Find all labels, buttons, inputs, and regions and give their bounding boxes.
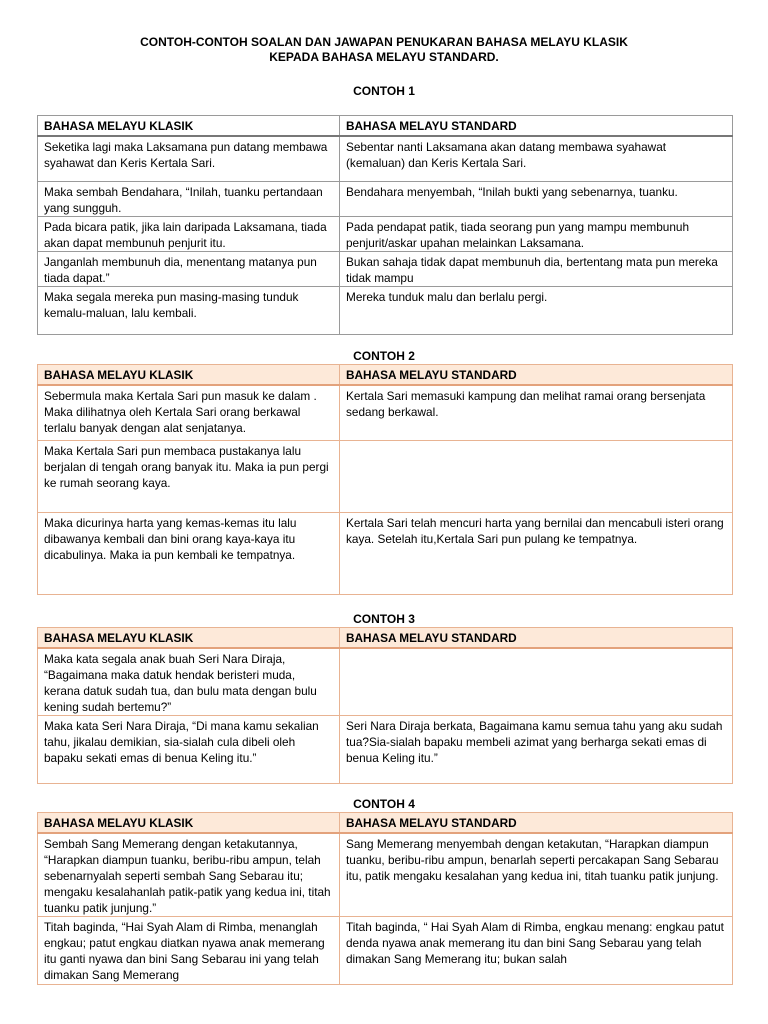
standard-cell: Kertala Sari memasuki kampung dan melihat ramai orang bersenjata sedang berkawal.	[340, 385, 733, 441]
table-row	[38, 441, 733, 513]
klasik-cell: Titah baginda, “Hai Syah Alam di Rimba, menanglah engkau; patut engkau diatkan nyawa anak memerang itu ganti nyawa dan bini Sang Sebarau ini yang telah dimakan Sang Memerang	[38, 916, 340, 984]
klasik-cell: Janganlah membunuh dia, menentang matanya pun tiada dapat.”	[38, 252, 340, 287]
example-2-table	[37, 364, 733, 595]
column-header-standard: BAHASA MELAYU STANDARD	[340, 116, 733, 136]
page-title-line-2: KEPADA BAHASA MELAYU STANDARD.	[269, 50, 499, 64]
standard-cell: Mereka tunduk malu dan berlalu pergi.	[340, 287, 733, 335]
table-header-row	[38, 628, 733, 648]
table-header-row	[38, 365, 733, 385]
table-row	[38, 648, 733, 716]
table-row	[38, 833, 733, 917]
klasik-cell: Sebermula maka Kertala Sari pun masuk ke dalam . Maka dilihatnya oleh Kertala Sari orang berkawal terlalu banyak dengan alat senjatanya.	[38, 385, 340, 441]
standard-cell: Bendahara menyembah, “Inilah bukti yang sebenarnya, tuanku.	[340, 182, 733, 217]
example-1-label: CONTOH 1	[353, 84, 415, 98]
standard-cell	[340, 441, 733, 513]
page-title	[0, 35, 768, 65]
standard-cell: Pada pendapat patik, tiada seorang pun yang mampu membunuh penjurit/askar upahan melainkan Laksamana.	[340, 217, 733, 252]
klasik-cell: Maka dicurinya harta yang kemas-kemas itu lalu dibawanya kembali dan bini orang kaya-kaya itu dicabulinya. Maka ia pun kembali ke tempatnya.	[38, 513, 340, 595]
column-header-standard: BAHASA MELAYU STANDARD	[340, 813, 733, 833]
table-row	[38, 287, 733, 335]
example-1-table	[37, 115, 733, 335]
example-2-label: CONTOH 2	[353, 349, 415, 363]
standard-cell: Sang Memerang menyembah dengan ketakutan, “Harapkan diampun tuanku, beribu-ribu ampun, benarlah seperti percakapan Sang Sebarau itu, patik mengaku kesalahan yang kedua ini, titah tuanku patik junjung.	[340, 833, 733, 917]
example-4-table	[37, 812, 733, 985]
klasik-cell: Maka kata segala anak buah Seri Nara Diraja, “Bagaimana maka datuk hendak beristeri muda, kerana datuk sudah tua, dan bulu mata dengan bulu kening sudah bertemu?”	[38, 648, 340, 716]
klasik-cell: Maka sembah Bendahara, “Inilah, tuanku pertandaan yang sungguh.	[38, 182, 340, 217]
klasik-cell: Sembah Sang Memerang dengan ketakutannya, “Harapkan diampun tuanku, beribu-ribu ampun, telah sebenarnyalah seperti sembah Sang Sebarau itu; mengaku kesalahanlah patik-patik yang kedua ini, titah tuanku patik junjung.”	[38, 833, 340, 917]
table-row	[38, 385, 733, 441]
standard-cell	[340, 648, 733, 716]
column-header-klasik: BAHASA MELAYU KLASIK	[38, 365, 340, 385]
table-row	[38, 715, 733, 783]
table-row	[38, 136, 733, 182]
table-row	[38, 513, 733, 595]
column-header-standard: BAHASA MELAYU STANDARD	[340, 628, 733, 648]
klasik-cell: Maka kata Seri Nara Diraja, “Di mana kamu sekalian tahu, jikalau demikian, sia-sialah cula dibeli oleh bapaku sekati emas di benua Keling itu.”	[38, 715, 340, 783]
column-header-klasik: BAHASA MELAYU KLASIK	[38, 813, 340, 833]
klasik-cell: Maka Kertala Sari pun membaca pustakanya lalu berjalan di tengah orang banyak itu. Maka ia pun pergi ke rumah seorang kaya.	[38, 441, 340, 513]
klasik-cell: Seketika lagi maka Laksamana pun datang membawa syahawat dan Keris Kertala Sari.	[38, 136, 340, 182]
column-header-klasik: BAHASA MELAYU KLASIK	[38, 116, 340, 136]
column-header-standard: BAHASA MELAYU STANDARD	[340, 365, 733, 385]
standard-cell: Bukan sahaja tidak dapat membunuh dia, bertentang mata pun mereka tidak mampu	[340, 252, 733, 287]
standard-cell: Seri Nara Diraja berkata, Bagaimana kamu semua tahu yang aku sudah tua?Sia-sialah bapaku membeli azimat yang berharga sekati emas di benua Keling itu.”	[340, 715, 733, 783]
standard-cell: Titah baginda, “ Hai Syah Alam di Rimba, engkau menang: engkau patut denda nyawa anak memerang itu dan bini Sang Sebarau yang telah dimakan Sang Memerang itu; bukan salah	[340, 916, 733, 984]
table-row	[38, 252, 733, 287]
table-row	[38, 217, 733, 252]
example-3-table	[37, 627, 733, 784]
table-header-row	[38, 813, 733, 833]
example-3-label: CONTOH 3	[353, 612, 415, 626]
table-row	[38, 182, 733, 217]
klasik-cell: Maka segala mereka pun masing-masing tunduk kemalu-maluan, lalu kembali.	[38, 287, 340, 335]
column-header-klasik: BAHASA MELAYU KLASIK	[38, 628, 340, 648]
table-header-row	[38, 116, 733, 136]
example-4-label: CONTOH 4	[353, 797, 415, 811]
klasik-cell: Pada bicara patik, jika lain daripada Laksamana, tiada akan dapat membunuh penjurit itu.	[38, 217, 340, 252]
page-title-line-1: CONTOH-CONTOH SOALAN DAN JAWAPAN PENUKARAN BAHASA MELAYU KLASIK	[140, 35, 628, 49]
standard-cell: Kertala Sari telah mencuri harta yang bernilai dan mencabuli isteri orang kaya. Setelah itu,Kertala Sari pun pulang ke tempatnya.	[340, 513, 733, 595]
standard-cell: Sebentar nanti Laksamana akan datang membawa syahawat (kemaluan) dan Keris Kertala Sari.	[340, 136, 733, 182]
table-row	[38, 916, 733, 984]
